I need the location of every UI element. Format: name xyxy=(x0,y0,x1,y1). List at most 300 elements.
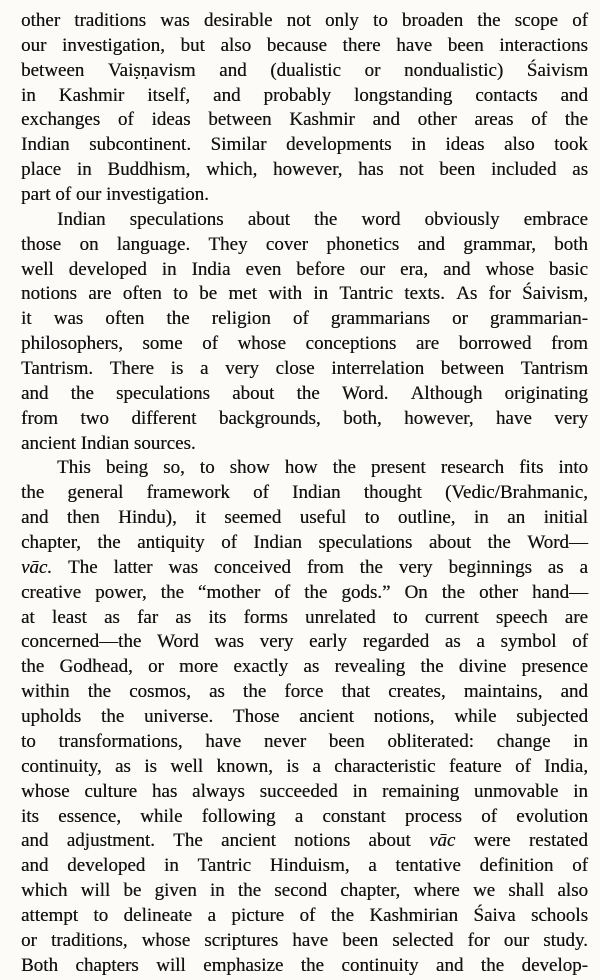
word: the xyxy=(237,880,262,902)
word: took xyxy=(554,134,588,156)
word: of xyxy=(572,10,588,31)
word: nondualistic) xyxy=(403,59,504,81)
word: emphasize xyxy=(203,954,284,976)
word: conceptions xyxy=(305,333,397,355)
word: investigation. xyxy=(105,184,209,206)
word: the xyxy=(480,954,505,976)
word: Both xyxy=(21,954,58,976)
word: culture xyxy=(84,780,138,802)
word: to xyxy=(199,457,215,479)
word: shall xyxy=(508,880,545,902)
word: being xyxy=(105,457,149,479)
word: very xyxy=(225,358,259,380)
word: its xyxy=(208,606,227,628)
word: longstanding xyxy=(354,84,453,106)
word: very xyxy=(554,407,588,429)
word: feature xyxy=(448,755,502,777)
word: remaining xyxy=(382,780,460,802)
word: met xyxy=(228,283,257,305)
word: in xyxy=(573,730,588,752)
word: Śaiva xyxy=(473,904,516,926)
word: Indian xyxy=(292,482,341,504)
word: are xyxy=(415,333,440,355)
word: useful xyxy=(299,507,347,529)
word: as xyxy=(444,631,461,653)
word: been xyxy=(447,34,484,56)
word: known, xyxy=(216,755,273,777)
word: Tantrism xyxy=(520,358,588,380)
word: was xyxy=(168,556,198,578)
word: change xyxy=(496,730,551,752)
word: notions xyxy=(21,283,77,305)
word: developments xyxy=(286,134,392,156)
word: as xyxy=(303,656,320,678)
word: been xyxy=(342,929,379,951)
word: always xyxy=(192,780,245,802)
word: ideas xyxy=(151,109,191,131)
word: subjected xyxy=(516,706,588,728)
word: concerned—the xyxy=(21,631,142,653)
word: we xyxy=(472,880,496,902)
word: be xyxy=(123,880,142,902)
word: where xyxy=(413,880,460,902)
word: originating xyxy=(504,382,588,404)
word: develop- xyxy=(521,954,588,976)
word: be xyxy=(199,283,218,305)
word: the xyxy=(564,109,588,131)
word: was xyxy=(53,308,84,330)
word: the xyxy=(420,656,444,678)
word: at xyxy=(21,606,35,628)
word: Buddhism, xyxy=(107,159,191,181)
word: as xyxy=(547,556,564,578)
word: of xyxy=(274,581,291,603)
word: in xyxy=(473,507,489,529)
word: upholds xyxy=(21,706,82,728)
word: also xyxy=(557,880,588,902)
word: as xyxy=(175,606,192,628)
word: creates, xyxy=(388,681,446,703)
word: between xyxy=(440,358,505,380)
word: developed xyxy=(68,258,147,280)
word: and xyxy=(442,258,471,280)
word: sources. xyxy=(133,432,196,454)
text-line xyxy=(21,929,588,954)
word: speculations xyxy=(318,532,413,554)
text-line xyxy=(21,357,588,382)
word: more xyxy=(179,656,219,678)
word: backgrounds, xyxy=(218,407,321,429)
word: of xyxy=(572,631,588,653)
text-line xyxy=(21,606,588,631)
word: of xyxy=(117,109,134,131)
word: has xyxy=(358,159,384,181)
word: Tantric xyxy=(197,855,252,877)
word: the xyxy=(330,904,354,926)
word: Indian xyxy=(57,208,106,230)
word: part xyxy=(21,184,51,206)
word: the xyxy=(166,308,190,330)
word: but xyxy=(180,34,205,56)
word: it xyxy=(195,507,206,529)
word: our xyxy=(21,34,47,56)
word: interrelation xyxy=(331,358,425,380)
word: for xyxy=(488,283,511,305)
word: not xyxy=(399,159,424,181)
word: have xyxy=(396,34,433,56)
word: chapter, xyxy=(21,532,81,554)
word: or xyxy=(451,308,468,330)
word: gods.” xyxy=(341,581,391,603)
word: ideas xyxy=(445,134,485,156)
word: evolution xyxy=(516,805,588,827)
word: were xyxy=(473,830,511,852)
word: subcontinent. xyxy=(89,134,191,156)
text-line xyxy=(21,332,588,357)
word: with xyxy=(268,283,302,305)
word: word xyxy=(361,208,401,230)
word: Hindu), xyxy=(118,507,177,529)
word: the xyxy=(100,706,125,728)
word: as xyxy=(114,755,131,777)
word: speculations xyxy=(116,382,210,404)
word: the xyxy=(314,208,338,230)
word: exactly xyxy=(233,656,289,678)
word: is xyxy=(170,358,184,380)
text-line xyxy=(21,556,588,581)
word: to xyxy=(173,283,188,305)
word: framework xyxy=(146,482,230,504)
text-line xyxy=(21,183,588,208)
word: have xyxy=(292,929,329,951)
word: second xyxy=(274,880,328,902)
word: the xyxy=(359,556,383,578)
text-line xyxy=(21,854,588,879)
word: and xyxy=(21,507,49,529)
word: texts. xyxy=(404,283,445,305)
word: language. xyxy=(116,233,191,255)
word: broaden xyxy=(401,10,464,31)
word: (Vedic/Brahmanic, xyxy=(444,482,588,504)
word: which xyxy=(21,880,68,902)
word: or xyxy=(364,59,381,81)
word: areas xyxy=(474,109,514,131)
word: and xyxy=(560,84,588,106)
word: era, xyxy=(400,258,428,280)
word: speculations xyxy=(129,208,224,230)
paragraph xyxy=(21,9,588,208)
word: between xyxy=(21,59,85,81)
word: the xyxy=(441,581,465,603)
word: general xyxy=(67,482,124,504)
word: our xyxy=(503,929,530,951)
word: is xyxy=(144,755,157,777)
word: there xyxy=(342,34,381,56)
word: The xyxy=(173,830,203,852)
italic-word: vāc. xyxy=(21,556,53,578)
word: is xyxy=(286,755,299,777)
word: to xyxy=(392,606,408,628)
word: forms xyxy=(243,606,288,628)
word: of xyxy=(514,755,531,777)
word: a xyxy=(476,631,485,653)
text-line xyxy=(21,581,588,606)
word: scriptures xyxy=(204,929,279,951)
text-line xyxy=(21,879,588,904)
word: given xyxy=(154,880,197,902)
text-line xyxy=(21,954,588,979)
text-line xyxy=(21,432,588,457)
word: well xyxy=(170,755,203,777)
word: whose xyxy=(141,929,191,951)
word: about xyxy=(247,208,290,230)
word: maintains, xyxy=(463,681,543,703)
word: delineate xyxy=(123,904,193,926)
text-line xyxy=(21,755,588,780)
word: The xyxy=(68,556,98,578)
text-line xyxy=(21,780,588,805)
word: least xyxy=(51,606,87,628)
word: of xyxy=(481,805,497,827)
word: unmovable xyxy=(473,780,559,802)
word: revealing xyxy=(334,656,406,678)
word: in xyxy=(352,780,368,802)
word: in xyxy=(161,258,177,280)
word: of xyxy=(253,482,269,504)
text-line xyxy=(21,84,588,109)
text-line xyxy=(21,208,588,233)
word: of xyxy=(292,308,309,330)
word: are xyxy=(88,283,112,305)
word: of xyxy=(55,184,72,206)
word: and xyxy=(21,830,49,852)
word: beginnings xyxy=(448,556,532,578)
word: cosmos, xyxy=(129,681,191,703)
word: Tantrism. xyxy=(21,358,94,380)
word: the xyxy=(487,532,511,554)
word: the xyxy=(160,581,184,603)
text-line xyxy=(21,282,588,307)
word: and xyxy=(21,382,49,404)
word: cover xyxy=(265,233,308,255)
word: present xyxy=(370,457,426,479)
word: before xyxy=(296,258,345,280)
text-line xyxy=(21,108,588,133)
word: for xyxy=(467,929,490,951)
word: also xyxy=(220,34,252,56)
word: on xyxy=(79,233,99,255)
word: schools xyxy=(530,904,588,926)
text-line xyxy=(21,407,588,432)
word: into xyxy=(558,457,588,479)
word: and xyxy=(435,954,464,976)
word: Tantric xyxy=(339,283,393,305)
word: essence, xyxy=(58,805,121,827)
word: however, xyxy=(404,407,474,429)
word: between xyxy=(208,109,272,131)
word: ancient xyxy=(299,706,354,728)
word: continuity xyxy=(341,954,419,976)
word: initial xyxy=(543,507,588,529)
word: even xyxy=(245,258,282,280)
word: Indian xyxy=(80,432,130,454)
word: other xyxy=(417,109,457,131)
word: Hinduism, xyxy=(269,855,350,877)
word: power, xyxy=(95,581,147,603)
word: following xyxy=(201,805,276,827)
word: whose xyxy=(21,780,70,802)
word: different xyxy=(131,407,197,429)
word: both xyxy=(554,233,588,255)
word: its xyxy=(21,805,39,827)
word: Indian xyxy=(253,532,302,554)
word: in xyxy=(76,159,92,181)
text-line xyxy=(21,630,588,655)
word: Śaivism, xyxy=(522,283,588,305)
word: creative xyxy=(21,581,82,603)
text-line xyxy=(21,730,588,755)
word: often xyxy=(122,283,162,305)
word: of xyxy=(299,904,316,926)
word: have xyxy=(495,407,532,429)
word: itself, xyxy=(147,84,190,106)
word: a xyxy=(579,556,588,578)
word: far xyxy=(136,606,159,628)
word: of xyxy=(202,333,218,355)
word: however, xyxy=(272,159,343,181)
word: because xyxy=(266,34,327,56)
word: presence xyxy=(521,656,588,678)
word: a xyxy=(312,755,321,777)
word: and xyxy=(213,84,241,106)
word: have xyxy=(205,730,242,752)
word: process xyxy=(404,805,462,827)
word: in xyxy=(163,855,179,877)
word: conceived xyxy=(213,556,291,578)
word: included xyxy=(490,159,557,181)
word: it xyxy=(21,308,32,330)
word: grammarian- xyxy=(489,308,588,330)
word: thought xyxy=(363,482,422,504)
word: force xyxy=(284,681,324,703)
word: succeeded xyxy=(259,780,338,802)
word: other xyxy=(21,10,61,31)
word: chapters xyxy=(75,954,139,976)
word: the xyxy=(21,482,45,504)
word: Godhead, xyxy=(59,656,133,678)
word: embrace xyxy=(523,208,588,230)
word: close xyxy=(275,358,315,380)
text-line xyxy=(21,9,588,34)
word: was xyxy=(160,10,190,31)
word: about xyxy=(368,830,411,852)
text-line xyxy=(21,531,588,556)
word: outline, xyxy=(397,507,456,529)
word: while xyxy=(140,805,183,827)
word: the xyxy=(304,581,328,603)
word: developed xyxy=(67,855,146,877)
word: notions xyxy=(294,830,351,852)
word: attempt xyxy=(21,904,78,926)
word: to xyxy=(93,904,109,926)
word: or xyxy=(148,656,164,678)
text-line xyxy=(21,456,588,481)
word: was xyxy=(214,631,244,653)
word: the xyxy=(87,681,111,703)
word: about xyxy=(428,532,472,554)
word: a xyxy=(200,358,209,380)
word: obviously xyxy=(424,208,500,230)
word: selected xyxy=(392,929,454,951)
word: antiquity xyxy=(137,532,205,554)
word: contacts xyxy=(475,84,538,106)
word: two xyxy=(80,407,109,429)
word: religion xyxy=(211,308,271,330)
word: in xyxy=(573,780,588,802)
word: There xyxy=(109,358,154,380)
word: ancient xyxy=(221,830,276,852)
word: will xyxy=(80,880,111,902)
word: scope xyxy=(514,10,558,31)
word: grammarians xyxy=(330,308,430,330)
paragraph xyxy=(21,456,588,978)
word: of xyxy=(221,532,237,554)
text-line xyxy=(21,829,588,854)
word: speech xyxy=(495,606,548,628)
word: and xyxy=(21,855,49,877)
word: interactions xyxy=(499,34,588,56)
text-line xyxy=(21,805,588,830)
word: research xyxy=(440,457,505,479)
word: the xyxy=(300,954,324,976)
text-line xyxy=(21,481,588,506)
word: as xyxy=(572,159,588,181)
word: This xyxy=(57,457,91,479)
word: as xyxy=(208,681,225,703)
word: both, xyxy=(343,407,382,429)
word: how xyxy=(284,457,318,479)
word: been xyxy=(439,159,476,181)
word: the xyxy=(21,656,45,678)
word: whose xyxy=(237,333,286,355)
word: picture xyxy=(231,904,285,926)
word: Although xyxy=(410,382,483,404)
text-line xyxy=(21,705,588,730)
word: some xyxy=(142,333,183,355)
word: then xyxy=(66,507,100,529)
word: latter xyxy=(113,556,153,578)
word: in xyxy=(313,283,329,305)
word: to xyxy=(21,730,36,752)
word: place xyxy=(21,159,62,181)
word: notions, xyxy=(373,706,435,728)
word: the xyxy=(70,382,94,404)
word: show xyxy=(229,457,270,479)
word: while xyxy=(454,706,497,728)
word: basic xyxy=(548,258,588,280)
word: as xyxy=(103,606,120,628)
word: other xyxy=(478,581,518,603)
word: and xyxy=(417,233,445,255)
word: Vaiṣṇavism xyxy=(107,59,196,81)
text-line xyxy=(21,258,588,283)
word: Kashmir xyxy=(289,109,355,131)
paragraph xyxy=(21,208,588,457)
word: so, xyxy=(163,457,185,479)
word: within xyxy=(21,681,70,703)
word: from xyxy=(550,333,588,355)
word: whose xyxy=(485,258,534,280)
